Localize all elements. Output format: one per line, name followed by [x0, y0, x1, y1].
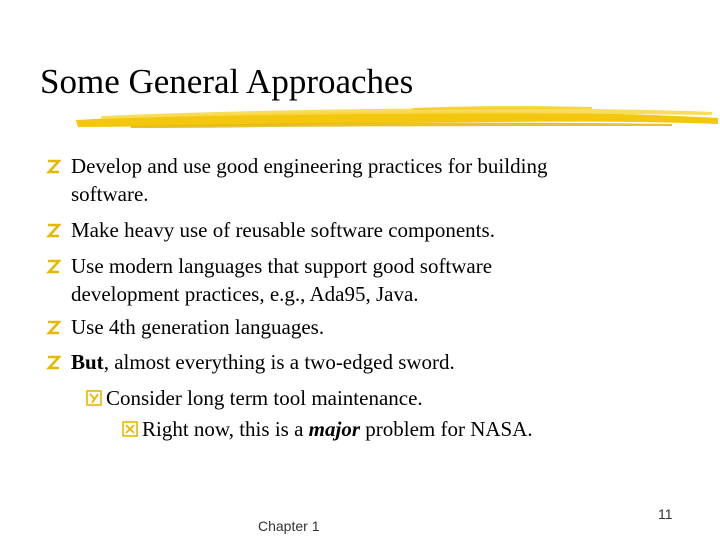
bullet-1-line-2: software.: [71, 182, 149, 206]
z-bullet-icon: [46, 223, 61, 238]
title-brush-underline: [72, 100, 720, 134]
sub-sub-after: problem for NASA.: [360, 417, 533, 441]
bullet-3-line-1: Use modern languages that support good software: [71, 254, 493, 278]
bullet-5-rest: , almost everything is a two-edged sword.: [103, 350, 455, 374]
bullet-3-line-2: development practices, e.g., Ada95, Java.: [71, 282, 419, 306]
y-box-bullet-icon: [86, 390, 102, 406]
slide-title: Some General Approaches: [40, 62, 414, 101]
z-bullet-icon: [46, 259, 61, 274]
x-box-bullet-icon: [122, 421, 138, 437]
bullet-2-line-1: Make heavy use of reusable software components.: [71, 218, 495, 242]
z-bullet-icon: [46, 320, 61, 335]
bullet-5-line-1: [71, 348, 631, 376]
bullet-5-bold-lead: But: [71, 350, 104, 374]
z-bullet-icon: [46, 355, 61, 370]
footer-chapter: Chapter 1: [258, 518, 320, 534]
bullet-1-line-1: Develop and use good engineering practices for building: [71, 154, 548, 178]
sub-sub-bullet-text: [142, 415, 533, 443]
sub-sub-before: Right now, this is a: [142, 417, 309, 441]
z-bullet-icon: [46, 159, 61, 174]
bullet-4-line-1: Use 4th generation languages.: [71, 315, 325, 339]
sub-sub-emphasis: major: [308, 417, 360, 441]
sub-bullet-text: Consider long term tool maintenance.: [106, 386, 423, 410]
page-number: 11: [658, 506, 673, 522]
